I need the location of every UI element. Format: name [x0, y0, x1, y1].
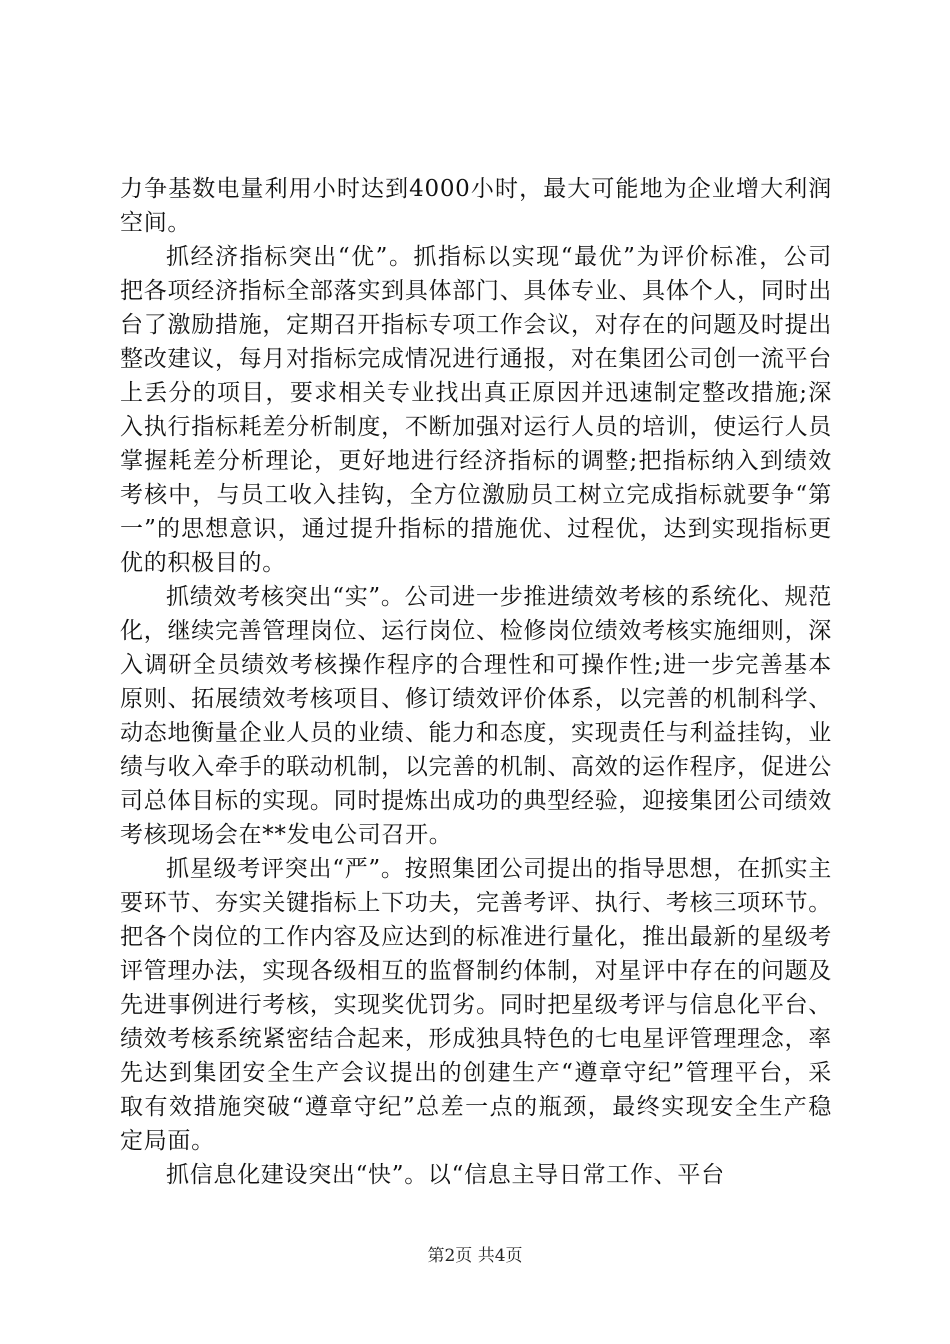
- paragraph-informatization: 抓信息化建设突出“快”。以“信息主导日常工作、平台: [166, 1162, 725, 1188]
- paragraph-continuation: 力争基数电量利用小时达到4000小时，最大可能地为企业增大利润空间。: [120, 176, 832, 236]
- page-footer: 第2页 共4页: [427, 1246, 523, 1266]
- paragraph-star-rating: 抓星级考评突出“严”。按照集团公司提出的指导思想，在抓实主要环节、夯实关键指标上下功夫，完善考评、执行、考核三项环节。把各个岗位的工作内容及应达到的标准进行量化，推出最新的星级考评管理办法，实现各级相互的监督制约体制，对星评中存在的问题及先进事例进行考核，实现奖优罚劣。同时把星级考评与信息化平台、绩效考核系统紧密结合起来，形成独具特色的七电星评管理理念，率先达到集团安全生产会议提出的创建生产“遵章守纪”管理平台，采取有效措施突破“遵章守纪”总差一点的瓶颈，最终实现安全生产稳定局面。: [120, 856, 832, 1154]
- paragraph-performance-appraisal: 抓绩效考核突出“实”。公司进一步推进绩效考核的系统化、规范化，继续完善管理岗位、运行岗位、检修岗位绩效考核实施细则，深入调研全员绩效考核操作程序的合理性和可操作性;进一步完善基本原则、拓展绩效考核项目、修订绩效评价体系，以完善的机制科学、动态地衡量企业人员的业绩、能力和态度，实现责任与利益挂钩，业绩与收入牵手的联动机制，以完善的机制、高效的运作程序，促进公司总体目标的实现。同时提炼出成功的典型经验，迎接集团公司绩效考核现场会在**发电公司召开。: [120, 584, 832, 848]
- paragraph-economic-indicators: 抓经济指标突出“优”。抓指标以实现“最优”为评价标准，公司把各项经济指标全部落实到具体部门、具体专业、具体个人，同时出台了激励措施，定期召开指标专项工作会议，对存在的问题及时提出整改建议，每月对指标完成情况进行通报，对在集团公司创一流平台上丢分的项目，要求相关专业找出真正原因并迅速制定整改措施;深入执行指标耗差分析制度，不断加强对运行人员的培训，使运行人员掌握耗差分析理论，更好地进行经济指标的调整;把指标纳入到绩效考核中，与员工收入挂钩，全方位激励员工树立完成指标就要争“第一”的思想意识，通过提升指标的措施优、过程优，达到实现指标更优的积极目的。: [120, 244, 832, 576]
- document-body: [120, 172, 832, 1192]
